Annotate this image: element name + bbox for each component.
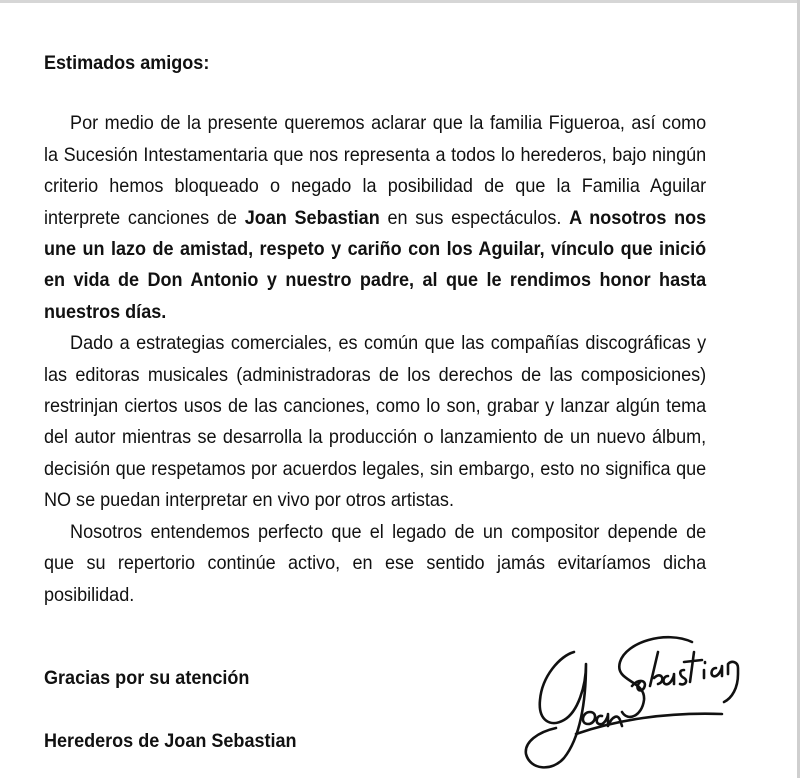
friendship-statement: A nosotros nos une un lazo de amistad, respeto y cariño con los Aguilar, vínculo que inició en vida de Don Antonio y nuestro padre, al que le rendimos honor hasta nuestros días. (44, 206, 707, 323)
signature-stroke-j (526, 652, 586, 767)
greeting: Estimados amigos: (44, 52, 210, 74)
paragraph-1-text-a: Por medio de la presente queremos aclarar que la familia Figueroa, así como la Sucesión Intestamentaria que nos representa a todos lo herederos, bajo ningún criterio hemos bloqueado o negado la posibilidad de que la Familia Aguilar interprete canciones de (44, 112, 707, 229)
letter-body (44, 48, 706, 611)
paragraph-clarification (44, 108, 706, 328)
signoff-heirs: Herederos de Joan Sebastian (44, 730, 297, 752)
handwritten-signature (516, 616, 748, 774)
signature-stroke-ebastian (632, 652, 738, 702)
paragraph-1-text-b: en sus espectáculos. (379, 206, 570, 229)
paragraph-commercial-strategies: Dado a estrategias comerciales, es común que las compañías discográficas y las editoras musicales (administradoras de los derechos de las composiciones) restrinjan ciertos usos de las canciones, como lo son, grabar y lanzar algún tema del autor mientras se desarrolla la producción o lanzamiento de un nuevo álbum, decisión que respetamos por acuerdos legales, sin embargo, esto no significa que NO se puedan interpretar en vivo por otros artistas. (44, 332, 707, 512)
artist-name: Joan Sebastian (244, 206, 380, 229)
closing-thanks: Gracias por su atención (44, 667, 250, 689)
paragraph-legacy: Nosotros entendemos perfecto que el legado de un compositor depende de que su repertorio continúe activo, en ese sentido jamás evitaríamos dicha posibilidad. (44, 520, 707, 606)
